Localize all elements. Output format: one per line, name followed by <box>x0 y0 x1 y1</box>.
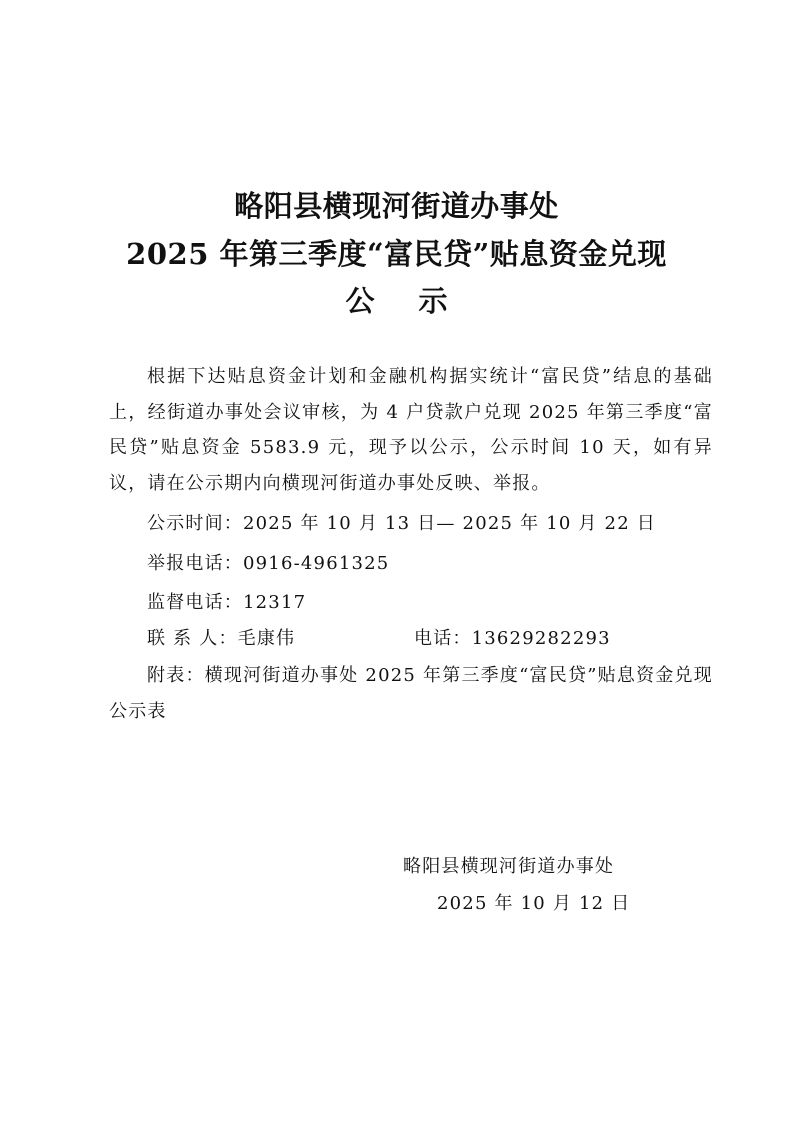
contact-person: 联 系 人：毛康伟 <box>147 628 296 649</box>
signature-date: 2025 年 10 月 12 日 <box>437 893 631 914</box>
title-line-3 <box>0 284 793 318</box>
attachment-note: 附表：横现河街道办事处 2025 年第三季度“富民贷”贴息资金兑现公示表 <box>109 665 713 722</box>
supervision-phone: 监督电话：12317 <box>147 592 307 613</box>
signature-organization: 略阳县横现河街道办事处 <box>403 856 615 877</box>
notice-paragraph: 根据下达贴息资金计划和金融机构据实统计“富民贷”结息的基础上，经街道办事处会议审核，为 4 户贷款户兑现 2025 年第三季度“富民贷”贴息资金 5583.9 元，现予以公示，公示时间 10 天，如有异议，请在公示期内向横现河街道办事处反映、举报。 <box>109 366 713 494</box>
publicity-time: 公示时间：2025 年 10 月 13 日— 2025 年 10 月 22 日 <box>147 513 656 534</box>
contact-line <box>147 628 611 649</box>
title-line-1: 略阳县横现河街道办事处 <box>234 189 559 223</box>
report-phone: 举报电话：0916-4961325 <box>147 553 390 574</box>
title-char-gong: 公 <box>345 284 375 318</box>
title-line-2: 2025 年第三季度“富民贷”贴息资金兑现 <box>126 237 667 271</box>
contact-phone: 电话：13629282293 <box>414 628 611 649</box>
title-char-shi: 示 <box>418 284 448 318</box>
